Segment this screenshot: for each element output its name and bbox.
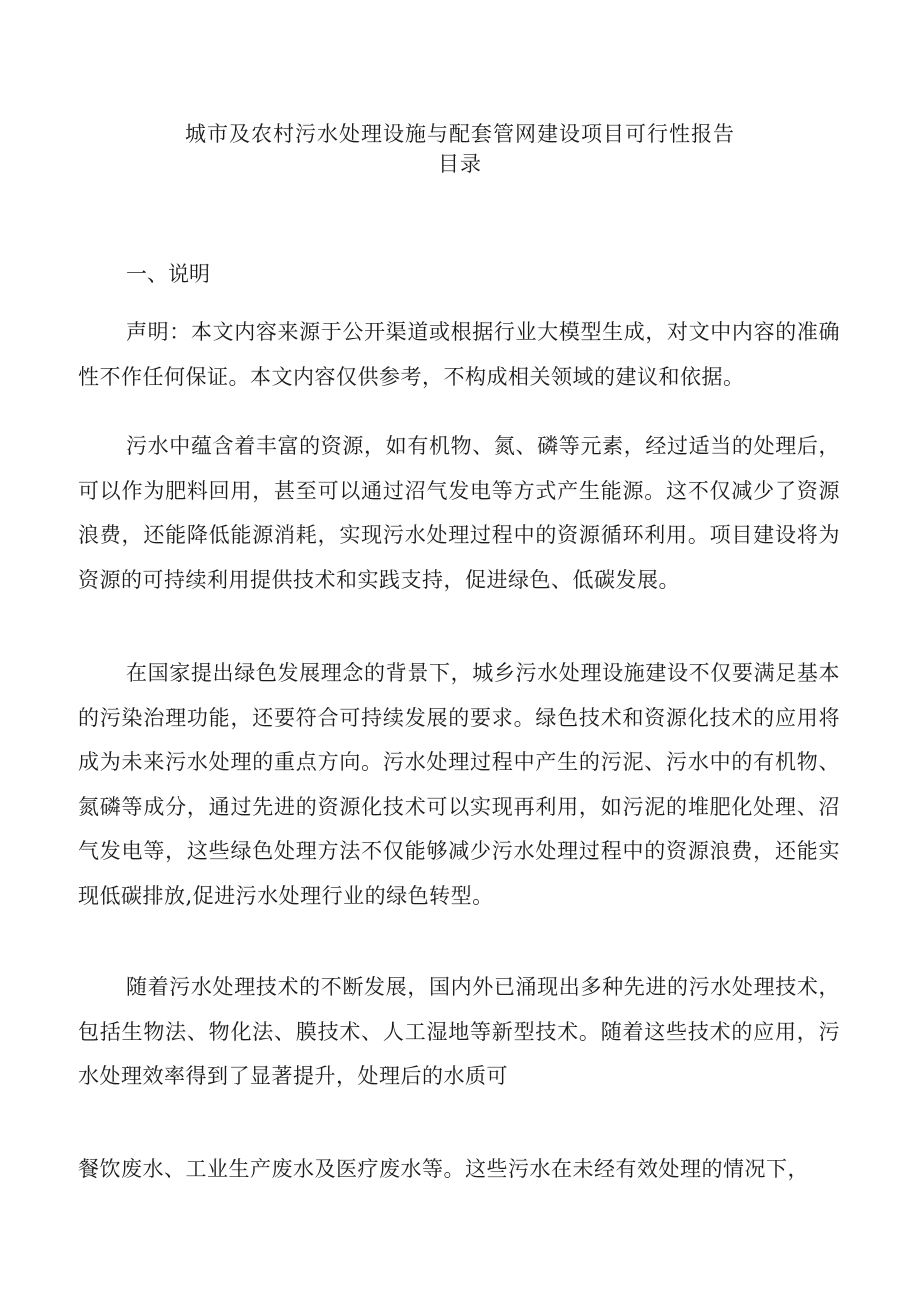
body-paragraph: 随着污水处理技术的不断发展，国内外已涌现出多种先进的污水处理技术，包括生物法、物化法、膜技术、人工湿地等新型技术。随着这些技术的应用，污水处理效率得到了显著提升，处理后的水质可 xyxy=(78,975,840,1088)
section-heading: 一、说明 xyxy=(126,262,210,286)
disclaimer-paragraph: 声明：本文内容来源于公开渠道或根据行业大模型生成，对文中内容的准确性不作任何保证。本文内容仅供参考，不构成相关领域的建议和依据。 xyxy=(78,320,840,389)
body-paragraph: 在国家提出绿色发展理念的背景下，城乡污水处理设施建设不仅要满足基本的污染治理功能，还要符合可持续发展的要求。绿色技术和资源化技术的应用将成为未来污水处理的重点方向。污水处理过程中产生的污泥、污水中的有机物、氮磷等成分，通过先进的资源化技术可以实现再利用，如污泥的堆肥化处理、沼气发电等，这些绿色处理方法不仅能够减少污水处理过程中的资源浪费，还能实现低碳排放,促进污水处理行业的绿色转型。 xyxy=(78,661,840,908)
body-paragraph: 污水中蕴含着丰富的资源，如有机物、氮、磷等元素，经过适当的处理后，可以作为肥料回用，甚至可以通过沼气发电等方式产生能源。这不仅减少了资源浪费，还能降低能源消耗，实现污水处理过程中的资源循环利用。项目建设将为资源的可持续利用提供技术和实践支持，促进绿色、低碳发展。 xyxy=(78,434,840,592)
document-title: 城市及农村污水处理设施与配套管网建设项目可行性报告 xyxy=(185,122,735,146)
body-paragraph-fragment: 餐饮废水、工业生产废水及医疗废水等。这些污水在未经有效处理的情况下， xyxy=(78,1157,809,1181)
document-subtitle: 目录 xyxy=(438,152,482,176)
